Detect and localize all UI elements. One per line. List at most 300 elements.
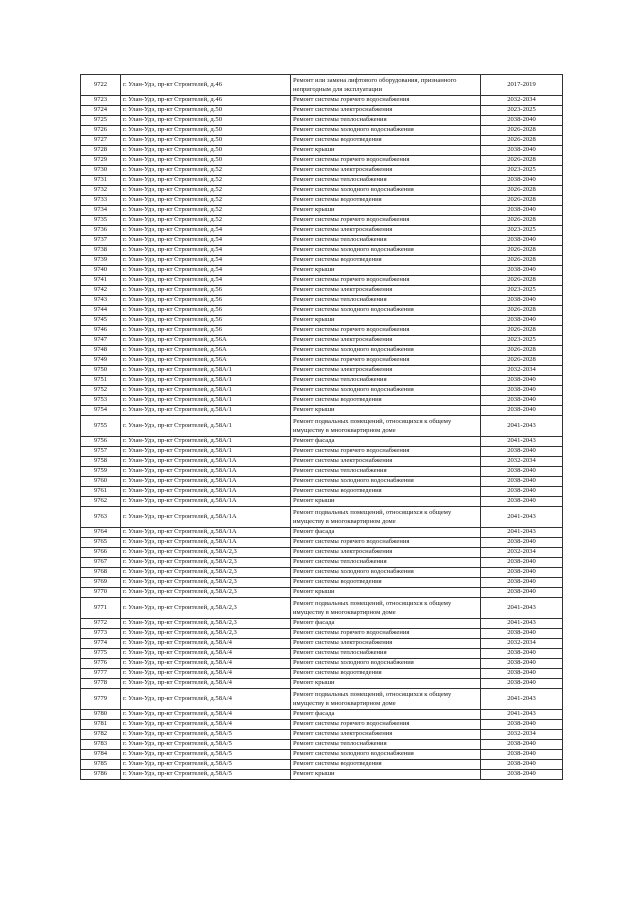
table-row <box>81 306 563 316</box>
row-number: 9762 <box>81 497 121 507</box>
table-row <box>81 558 563 568</box>
row-work-type: Ремонт системы холодного водоснабжения <box>291 186 481 196</box>
row-period: 2038-2040 <box>481 396 563 406</box>
row-period: 2038-2040 <box>481 679 563 689</box>
row-work-type: Ремонт или замена лифтового оборудования, признанного непригодным для эксплуатации <box>291 75 481 96</box>
row-period: 2038-2040 <box>481 266 563 276</box>
row-work-type: Ремонт системы горячего водоснабжения <box>291 720 481 730</box>
row-address: г. Улан-Удэ, пр-кт Строителей, д.58А/2,3 <box>121 598 291 619</box>
row-address: г. Улан-Удэ, пр-кт Строителей, д.54 <box>121 236 291 246</box>
row-number: 9731 <box>81 176 121 186</box>
row-work-type: Ремонт системы электроснабжения <box>291 548 481 558</box>
table-row <box>81 649 563 659</box>
row-address: г. Улан-Удэ, пр-кт Строителей, д.58А/1А <box>121 507 291 528</box>
row-number: 9771 <box>81 598 121 619</box>
row-period: 2026-2028 <box>481 246 563 256</box>
row-number: 9753 <box>81 396 121 406</box>
row-period: 2026-2028 <box>481 346 563 356</box>
row-number: 9756 <box>81 437 121 447</box>
table-row <box>81 176 563 186</box>
row-address: г. Улан-Удэ, пр-кт Строителей, д.50 <box>121 106 291 116</box>
row-period: 2026-2028 <box>481 156 563 166</box>
row-address: г. Улан-Удэ, пр-кт Строителей, д.58А/2,3 <box>121 568 291 578</box>
row-number: 9726 <box>81 126 121 136</box>
row-period: 2038-2040 <box>481 386 563 396</box>
row-number: 9723 <box>81 96 121 106</box>
table-row <box>81 457 563 467</box>
row-work-type: Ремонт системы электроснабжения <box>291 226 481 236</box>
row-address: г. Улан-Удэ, пр-кт Строителей, д.58А/2,3 <box>121 588 291 598</box>
document-page <box>80 74 562 780</box>
row-work-type: Ремонт системы водоотведения <box>291 256 481 266</box>
row-address: г. Улан-Удэ, пр-кт Строителей, д.58А/5 <box>121 750 291 760</box>
row-work-type: Ремонт крыши <box>291 588 481 598</box>
row-work-type: Ремонт крыши <box>291 406 481 416</box>
row-address: г. Улан-Удэ, пр-кт Строителей, д.58А/4 <box>121 659 291 669</box>
row-address: г. Улан-Удэ, пр-кт Строителей, д.56А <box>121 346 291 356</box>
row-number: 9745 <box>81 316 121 326</box>
row-address: г. Улан-Удэ, пр-кт Строителей, д.52 <box>121 186 291 196</box>
row-work-type: Ремонт системы теплоснабжения <box>291 740 481 750</box>
row-address: г. Улан-Удэ, пр-кт Строителей, д.50 <box>121 146 291 156</box>
row-period: 2038-2040 <box>481 669 563 679</box>
row-number: 9748 <box>81 346 121 356</box>
row-address: г. Улан-Удэ, пр-кт Строителей, д.58А/1 <box>121 396 291 406</box>
row-work-type: Ремонт системы теплоснабжения <box>291 116 481 126</box>
row-number: 9759 <box>81 467 121 477</box>
row-address: г. Улан-Удэ, пр-кт Строителей, д.52 <box>121 166 291 176</box>
row-address: г. Улан-Удэ, пр-кт Строителей, д.58А/4 <box>121 649 291 659</box>
repair-schedule-table <box>80 74 563 780</box>
row-period: 2026-2028 <box>481 216 563 226</box>
row-address: г. Улан-Удэ, пр-кт Строителей, д.58А/1А <box>121 467 291 477</box>
row-number: 9739 <box>81 256 121 266</box>
table-row <box>81 126 563 136</box>
row-number: 9758 <box>81 457 121 467</box>
row-period: 2026-2028 <box>481 186 563 196</box>
row-number: 9751 <box>81 376 121 386</box>
row-period: 2038-2040 <box>481 659 563 669</box>
row-work-type: Ремонт системы электроснабжения <box>291 166 481 176</box>
row-number: 9782 <box>81 730 121 740</box>
row-address: г. Улан-Удэ, пр-кт Строителей, д.58А/1 <box>121 416 291 437</box>
row-number: 9765 <box>81 538 121 548</box>
row-period: 2038-2040 <box>481 770 563 780</box>
row-address: г. Улан-Удэ, пр-кт Строителей, д.56А <box>121 356 291 366</box>
row-number: 9744 <box>81 306 121 316</box>
row-period: 2038-2040 <box>481 176 563 186</box>
row-number: 9752 <box>81 386 121 396</box>
table-row <box>81 538 563 548</box>
table-row <box>81 96 563 106</box>
row-work-type: Ремонт системы теплоснабжения <box>291 558 481 568</box>
row-work-type: Ремонт системы электроснабжения <box>291 106 481 116</box>
row-period: 2038-2040 <box>481 146 563 156</box>
row-work-type: Ремонт системы водоотведения <box>291 136 481 146</box>
row-work-type: Ремонт крыши <box>291 266 481 276</box>
table-row <box>81 146 563 156</box>
row-address: г. Улан-Удэ, пр-кт Строителей, д.58А/4 <box>121 639 291 649</box>
row-period: 2038-2040 <box>481 116 563 126</box>
row-work-type: Ремонт подвальных помещений, относящихся к общему имуществу в многоквартирном доме <box>291 507 481 528</box>
row-work-type: Ремонт системы электроснабжения <box>291 286 481 296</box>
row-work-type: Ремонт системы теплоснабжения <box>291 296 481 306</box>
row-period: 2032-2034 <box>481 457 563 467</box>
row-period: 2038-2040 <box>481 720 563 730</box>
row-work-type: Ремонт системы горячего водоснабжения <box>291 447 481 457</box>
row-number: 9768 <box>81 568 121 578</box>
table-row <box>81 166 563 176</box>
row-number: 9730 <box>81 166 121 176</box>
row-number: 9786 <box>81 770 121 780</box>
row-work-type: Ремонт системы водоотведения <box>291 669 481 679</box>
table-row <box>81 639 563 649</box>
row-work-type: Ремонт системы холодного водоснабжения <box>291 346 481 356</box>
row-address: г. Улан-Удэ, пр-кт Строителей, д.58А/5 <box>121 770 291 780</box>
row-address: г. Улан-Удэ, пр-кт Строителей, д.58А/1А <box>121 538 291 548</box>
row-work-type: Ремонт системы водоотведения <box>291 760 481 770</box>
row-work-type: Ремонт системы холодного водоснабжения <box>291 126 481 136</box>
row-work-type: Ремонт крыши <box>291 146 481 156</box>
row-work-type: Ремонт подвальных помещений, относящихся к общему имуществу в многоквартирном доме <box>291 598 481 619</box>
row-number: 9728 <box>81 146 121 156</box>
row-address: г. Улан-Удэ, пр-кт Строителей, д.58А/2,3 <box>121 548 291 558</box>
table-row <box>81 730 563 740</box>
row-work-type: Ремонт системы горячего водоснабжения <box>291 216 481 226</box>
table-row <box>81 467 563 477</box>
row-number: 9734 <box>81 206 121 216</box>
row-number: 9736 <box>81 226 121 236</box>
row-address: г. Улан-Удэ, пр-кт Строителей, д.58А/2,3 <box>121 558 291 568</box>
row-period: 2038-2040 <box>481 568 563 578</box>
row-period: 2032-2034 <box>481 730 563 740</box>
row-period: 2041-2043 <box>481 710 563 720</box>
table-row <box>81 760 563 770</box>
row-period: 2032-2034 <box>481 366 563 376</box>
row-number: 9780 <box>81 710 121 720</box>
row-address: г. Улан-Удэ, пр-кт Строителей, д.52 <box>121 176 291 186</box>
row-address: г. Улан-Удэ, пр-кт Строителей, д.46 <box>121 96 291 106</box>
row-period: 2038-2040 <box>481 376 563 386</box>
row-address: г. Улан-Удэ, пр-кт Строителей, д.56 <box>121 326 291 336</box>
row-address: г. Улан-Удэ, пр-кт Строителей, д.58А/5 <box>121 730 291 740</box>
row-number: 9785 <box>81 760 121 770</box>
row-period: 2026-2028 <box>481 356 563 366</box>
row-work-type: Ремонт крыши <box>291 679 481 689</box>
row-address: г. Улан-Удэ, пр-кт Строителей, д.58А/1 <box>121 406 291 416</box>
row-address: г. Улан-Удэ, пр-кт Строителей, д.46 <box>121 75 291 96</box>
row-period: 2038-2040 <box>481 206 563 216</box>
row-period: 2038-2040 <box>481 497 563 507</box>
row-address: г. Улан-Удэ, пр-кт Строителей, д.54 <box>121 266 291 276</box>
row-number: 9767 <box>81 558 121 568</box>
table-row <box>81 619 563 629</box>
row-period: 2023-2025 <box>481 166 563 176</box>
row-work-type: Ремонт системы горячего водоснабжения <box>291 538 481 548</box>
table-row <box>81 366 563 376</box>
table-row <box>81 497 563 507</box>
row-work-type: Ремонт системы холодного водоснабжения <box>291 306 481 316</box>
table-body <box>81 75 563 780</box>
row-work-type: Ремонт системы холодного водоснабжения <box>291 568 481 578</box>
row-period: 2041-2043 <box>481 598 563 619</box>
row-number: 9742 <box>81 286 121 296</box>
row-work-type: Ремонт системы холодного водоснабжения <box>291 477 481 487</box>
row-address: г. Улан-Удэ, пр-кт Строителей, д.58А/2,3 <box>121 578 291 588</box>
table-row <box>81 447 563 457</box>
row-period: 2032-2034 <box>481 548 563 558</box>
row-address: г. Улан-Удэ, пр-кт Строителей, д.54 <box>121 226 291 236</box>
row-address: г. Улан-Удэ, пр-кт Строителей, д.58А/5 <box>121 740 291 750</box>
row-address: г. Улан-Удэ, пр-кт Строителей, д.52 <box>121 206 291 216</box>
row-period: 2032-2034 <box>481 639 563 649</box>
row-work-type: Ремонт системы теплоснабжения <box>291 467 481 477</box>
row-number: 9761 <box>81 487 121 497</box>
table-row <box>81 477 563 487</box>
table-row <box>81 216 563 226</box>
row-address: г. Улан-Удэ, пр-кт Строителей, д.56 <box>121 306 291 316</box>
row-address: г. Улан-Удэ, пр-кт Строителей, д.54 <box>121 246 291 256</box>
row-period: 2038-2040 <box>481 649 563 659</box>
row-address: г. Улан-Удэ, пр-кт Строителей, д.58А/1А <box>121 457 291 467</box>
row-work-type: Ремонт системы горячего водоснабжения <box>291 96 481 106</box>
row-number: 9781 <box>81 720 121 730</box>
table-row <box>81 206 563 216</box>
row-period: 2041-2043 <box>481 619 563 629</box>
table-row <box>81 256 563 266</box>
row-address: г. Улан-Удэ, пр-кт Строителей, д.58А/1А <box>121 477 291 487</box>
row-address: г. Улан-Удэ, пр-кт Строителей, д.58А/4 <box>121 720 291 730</box>
row-period: 2038-2040 <box>481 316 563 326</box>
row-period: 2041-2043 <box>481 528 563 538</box>
row-address: г. Улан-Удэ, пр-кт Строителей, д.50 <box>121 116 291 126</box>
row-period: 2038-2040 <box>481 750 563 760</box>
row-period: 2023-2025 <box>481 106 563 116</box>
row-work-type: Ремонт фасада <box>291 528 481 538</box>
row-work-type: Ремонт системы холодного водоснабжения <box>291 750 481 760</box>
row-address: г. Улан-Удэ, пр-кт Строителей, д.56 <box>121 296 291 306</box>
row-period: 2038-2040 <box>481 629 563 639</box>
table-row <box>81 396 563 406</box>
table-row <box>81 710 563 720</box>
row-period: 2026-2028 <box>481 276 563 286</box>
row-number: 9776 <box>81 659 121 669</box>
table-row <box>81 156 563 166</box>
table-row <box>81 356 563 366</box>
row-work-type: Ремонт системы электроснабжения <box>291 730 481 740</box>
row-period: 2026-2028 <box>481 126 563 136</box>
row-number: 9737 <box>81 236 121 246</box>
row-period: 2041-2043 <box>481 437 563 447</box>
row-period: 2041-2043 <box>481 689 563 710</box>
row-work-type: Ремонт системы холодного водоснабжения <box>291 659 481 669</box>
row-address: г. Улан-Удэ, пр-кт Строителей, д.50 <box>121 136 291 146</box>
table-row <box>81 316 563 326</box>
row-number: 9725 <box>81 116 121 126</box>
row-number: 9769 <box>81 578 121 588</box>
row-number: 9746 <box>81 326 121 336</box>
table-row <box>81 578 563 588</box>
row-address: г. Улан-Удэ, пр-кт Строителей, д.58А/4 <box>121 689 291 710</box>
row-work-type: Ремонт крыши <box>291 316 481 326</box>
row-number: 9755 <box>81 416 121 437</box>
row-address: г. Улан-Удэ, пр-кт Строителей, д.58А/1А <box>121 487 291 497</box>
row-work-type: Ремонт системы холодного водоснабжения <box>291 386 481 396</box>
row-period: 2026-2028 <box>481 136 563 146</box>
table-row <box>81 669 563 679</box>
row-work-type: Ремонт системы теплоснабжения <box>291 176 481 186</box>
table-row <box>81 386 563 396</box>
row-address: г. Улан-Удэ, пр-кт Строителей, д.52 <box>121 196 291 206</box>
row-address: г. Улан-Удэ, пр-кт Строителей, д.58А/4 <box>121 710 291 720</box>
row-period: 2038-2040 <box>481 588 563 598</box>
table-row <box>81 336 563 346</box>
row-period: 2038-2040 <box>481 296 563 306</box>
row-period: 2038-2040 <box>481 538 563 548</box>
row-number: 9757 <box>81 447 121 457</box>
table-row <box>81 487 563 497</box>
row-work-type: Ремонт крыши <box>291 206 481 216</box>
row-address: г. Улан-Удэ, пр-кт Строителей, д.58А/1 <box>121 447 291 457</box>
row-work-type: Ремонт системы горячего водоснабжения <box>291 356 481 366</box>
row-work-type: Ремонт системы электроснабжения <box>291 639 481 649</box>
table-row <box>81 266 563 276</box>
row-period: 2038-2040 <box>481 406 563 416</box>
row-number: 9740 <box>81 266 121 276</box>
row-number: 9764 <box>81 528 121 538</box>
row-work-type: Ремонт крыши <box>291 497 481 507</box>
row-period: 2023-2025 <box>481 286 563 296</box>
row-period: 2041-2043 <box>481 416 563 437</box>
table-row <box>81 689 563 710</box>
row-work-type: Ремонт системы электроснабжения <box>291 366 481 376</box>
table-row <box>81 750 563 760</box>
row-number: 9750 <box>81 366 121 376</box>
table-row <box>81 720 563 730</box>
row-address: г. Улан-Удэ, пр-кт Строителей, д.50 <box>121 156 291 166</box>
table-row <box>81 236 563 246</box>
row-address: г. Улан-Удэ, пр-кт Строителей, д.56 <box>121 316 291 326</box>
row-number: 9763 <box>81 507 121 528</box>
row-period: 2032-2034 <box>481 96 563 106</box>
row-number: 9784 <box>81 750 121 760</box>
row-number: 9760 <box>81 477 121 487</box>
row-number: 9774 <box>81 639 121 649</box>
row-address: г. Улан-Удэ, пр-кт Строителей, д.56 <box>121 286 291 296</box>
table-row <box>81 116 563 126</box>
table-row <box>81 75 563 96</box>
table-row <box>81 770 563 780</box>
row-work-type: Ремонт фасада <box>291 619 481 629</box>
row-work-type: Ремонт подвальных помещений, относящихся к общему имуществу в многоквартирном доме <box>291 416 481 437</box>
row-number: 9779 <box>81 689 121 710</box>
table-row <box>81 740 563 750</box>
table-row <box>81 326 563 336</box>
table-row <box>81 598 563 619</box>
row-work-type: Ремонт подвальных помещений, относящихся к общему имуществу в многоквартирном доме <box>291 689 481 710</box>
row-period: 2038-2040 <box>481 740 563 750</box>
row-work-type: Ремонт крыши <box>291 770 481 780</box>
row-work-type: Ремонт системы теплоснабжения <box>291 376 481 386</box>
row-address: г. Улан-Удэ, пр-кт Строителей, д.56А <box>121 336 291 346</box>
row-work-type: Ремонт системы электроснабжения <box>291 457 481 467</box>
row-address: г. Улан-Удэ, пр-кт Строителей, д.58А/1А <box>121 528 291 538</box>
row-number: 9738 <box>81 246 121 256</box>
table-row <box>81 226 563 236</box>
row-work-type: Ремонт системы горячего водоснабжения <box>291 276 481 286</box>
row-number: 9783 <box>81 740 121 750</box>
table-row <box>81 679 563 689</box>
row-period: 2038-2040 <box>481 487 563 497</box>
row-work-type: Ремонт фасада <box>291 437 481 447</box>
table-row <box>81 507 563 528</box>
row-period: 2023-2025 <box>481 336 563 346</box>
row-period: 2017-2019 <box>481 75 563 96</box>
table-row <box>81 346 563 356</box>
table-row <box>81 437 563 447</box>
row-number: 9733 <box>81 196 121 206</box>
row-number: 9770 <box>81 588 121 598</box>
row-number: 9722 <box>81 75 121 96</box>
row-period: 2041-2043 <box>481 507 563 528</box>
row-period: 2038-2040 <box>481 236 563 246</box>
row-address: г. Улан-Удэ, пр-кт Строителей, д.58А/1 <box>121 386 291 396</box>
row-number: 9749 <box>81 356 121 366</box>
row-work-type: Ремонт системы горячего водоснабжения <box>291 629 481 639</box>
row-work-type: Ремонт системы водоотведения <box>291 578 481 588</box>
row-work-type: Ремонт системы электроснабжения <box>291 336 481 346</box>
row-period: 2026-2028 <box>481 256 563 266</box>
row-period: 2026-2028 <box>481 196 563 206</box>
row-address: г. Улан-Удэ, пр-кт Строителей, д.58А/1 <box>121 366 291 376</box>
row-address: г. Улан-Удэ, пр-кт Строителей, д.58А/1 <box>121 437 291 447</box>
row-address: г. Улан-Удэ, пр-кт Строителей, д.54 <box>121 256 291 266</box>
row-address: г. Улан-Удэ, пр-кт Строителей, д.58А/4 <box>121 669 291 679</box>
table-row <box>81 196 563 206</box>
row-address: г. Улан-Удэ, пр-кт Строителей, д.58А/4 <box>121 679 291 689</box>
table-row <box>81 568 563 578</box>
row-address: г. Улан-Удэ, пр-кт Строителей, д.50 <box>121 126 291 136</box>
row-period: 2038-2040 <box>481 477 563 487</box>
row-number: 9747 <box>81 336 121 346</box>
table-row <box>81 406 563 416</box>
row-number: 9775 <box>81 649 121 659</box>
table-row <box>81 296 563 306</box>
table-row <box>81 376 563 386</box>
table-row <box>81 548 563 558</box>
table-row <box>81 136 563 146</box>
row-period: 2026-2028 <box>481 326 563 336</box>
row-address: г. Улан-Удэ, пр-кт Строителей, д.52 <box>121 216 291 226</box>
row-period: 2038-2040 <box>481 558 563 568</box>
row-number: 9743 <box>81 296 121 306</box>
table-row <box>81 416 563 437</box>
row-number: 9754 <box>81 406 121 416</box>
row-number: 9724 <box>81 106 121 116</box>
row-work-type: Ремонт системы водоотведения <box>291 396 481 406</box>
row-number: 9735 <box>81 216 121 226</box>
row-period: 2026-2028 <box>481 306 563 316</box>
row-work-type: Ремонт системы теплоснабжения <box>291 236 481 246</box>
row-address: г. Улан-Удэ, пр-кт Строителей, д.58А/2,3 <box>121 629 291 639</box>
table-row <box>81 186 563 196</box>
table-row <box>81 528 563 538</box>
row-number: 9729 <box>81 156 121 166</box>
table-row <box>81 286 563 296</box>
table-row <box>81 659 563 669</box>
row-period: 2038-2040 <box>481 447 563 457</box>
row-number: 9766 <box>81 548 121 558</box>
